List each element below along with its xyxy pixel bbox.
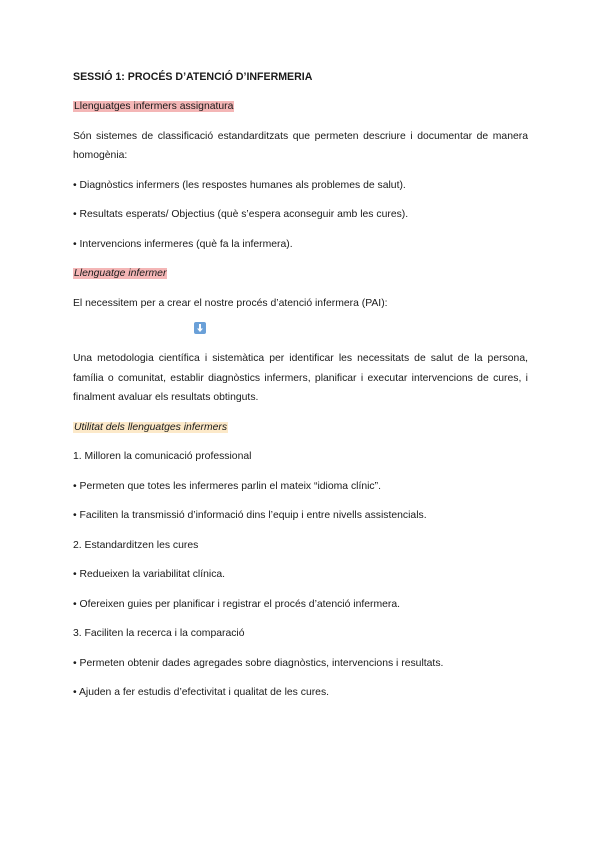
list-item: • Permeten obtenir dades agregades sobre diagnòstics, intervencions i resultats. — [73, 657, 444, 669]
document-page — [73, 68, 528, 713]
list-item: • Ajuden a fer estudis d’efectivitat i qualitat de les cures. — [73, 687, 330, 698]
numbered-point: 1. Milloren la comunicació professional — [73, 451, 252, 462]
numbered-point: 2. Estandarditzen les cures — [73, 539, 199, 551]
list-item: • Diagnòstics infermers (les respostes humanes als problemes de salut). — [73, 179, 406, 191]
section-heading-llenguatge-infermer — [73, 264, 528, 284]
heading-highlight: Llenguatge infermer — [74, 268, 167, 279]
list-item: • Redueixen la variabilitat clínica. — [73, 569, 226, 580]
list-item: • Ofereixen guies per planificar i registrar el procés d’atenció infermera. — [73, 598, 401, 610]
list-item: • Faciliten la transmissió d’informació dins l’equip i entre nivells assistencials. — [73, 510, 427, 521]
heading-highlight: Utilitat dels llenguatges infermers — [74, 421, 228, 433]
list-item: • Intervencions infermeres (què fa la infermera). — [73, 238, 293, 250]
list-item: • Resultats esperats/ Objectius (què s’espera aconseguir amb les cures). — [73, 209, 409, 220]
section-heading-utilitat — [73, 418, 528, 438]
heading-highlight: Llenguatges infermers assignatura — [74, 101, 234, 112]
section2-intro: El necessitem per a crear el nostre procés d’atenció infermera (PAI): — [73, 297, 388, 309]
section-heading-llenguatges — [73, 97, 528, 117]
arrow-row — [73, 321, 528, 341]
list-item: • Permeten que totes les infermeres parlin el mateix “idioma clínic”. — [73, 480, 381, 492]
numbered-point: 3. Faciliten la recerca i la comparació — [73, 628, 245, 639]
page-title: SESSIÓ 1: PROCÉS D’ATENCIÓ D’INFERMERIA — [73, 71, 313, 83]
pai-definition: Una metodologia científica i sistemàtica per identificar les necessitats de salut de la persona, família o comunitat, establir diagnòstics infermers, planificar i executar intervencions de cures, i finalment avaluar els resultats obtinguts. — [73, 353, 528, 403]
down-arrow-icon — [194, 322, 206, 334]
section1-intro: Són sistemes de classificació estandarditzats que permeten descriure i documentar de manera homogènia: — [73, 130, 528, 161]
